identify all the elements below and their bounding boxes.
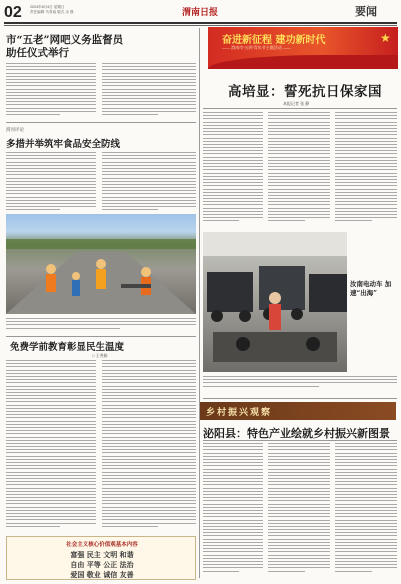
core-values-title: 社会主义核心价值观基本内容 xyxy=(66,542,138,548)
a4-headline: 泌阳县：特色产业绘就乡村振兴新图景 xyxy=(203,427,390,440)
divider xyxy=(6,122,196,123)
banner-title: 奋进新征程 建功新时代 xyxy=(222,35,326,46)
header-rule xyxy=(4,22,397,24)
village-section-banner xyxy=(200,402,396,420)
divider xyxy=(203,108,397,109)
divider xyxy=(6,336,196,337)
a4-body-col2 xyxy=(268,443,330,579)
banner-wave-decoration xyxy=(208,55,398,69)
a1-headline xyxy=(6,34,196,60)
road-photo-caption xyxy=(6,318,196,334)
a1-body-col1 xyxy=(6,63,96,119)
a2-body-col1 xyxy=(6,152,96,212)
core-values-line2: 自由 平等 公正 法治 xyxy=(70,560,134,569)
a1-body-col2 xyxy=(102,63,196,119)
main-byline: 本报记者 张 静 xyxy=(283,101,310,106)
core-values-line3: 爱国 敬业 诚信 友善 xyxy=(70,570,134,579)
main-body-col3 xyxy=(335,112,397,228)
a1-headline-line1: 市“五老”网吧义务监督员 xyxy=(6,34,124,46)
a4-body-col1 xyxy=(203,443,263,579)
section-title: 要闻 xyxy=(355,6,377,18)
divider xyxy=(203,440,397,441)
a3-byline: □ 王秀娟 xyxy=(92,353,108,358)
newspaper-logo: 渭南日报 xyxy=(182,8,219,18)
core-values-box xyxy=(6,536,196,580)
issue-meta xyxy=(30,5,80,15)
a2-body-col2 xyxy=(102,152,196,212)
page-number: 02 xyxy=(4,4,22,21)
factory-photo-caption: 汝南电动车 加速“出海” xyxy=(350,280,392,297)
a1-headline-line2: 助任仪式举行 xyxy=(6,47,69,59)
main-headline: 高培显：誓死抗日保家国 xyxy=(228,84,382,100)
issue-editor: 责任编辑 马青南 版式 余 强 xyxy=(30,10,74,14)
divider xyxy=(203,398,397,399)
factory-photo-note xyxy=(203,376,397,390)
a2-kicker: 渭河评论 xyxy=(6,127,24,132)
factory-illustration xyxy=(203,232,347,372)
a2-headline: 多措并举筑牢食品安全防线 xyxy=(6,139,121,150)
village-banner-title: 乡村振兴观察 xyxy=(206,408,273,418)
factory-photo xyxy=(203,232,347,372)
a3-body-col2 xyxy=(102,360,196,532)
a3-headline: 免费学前教育彰显民生温度 xyxy=(10,342,125,353)
main-body-col1 xyxy=(203,112,263,228)
header-rule-thin xyxy=(4,25,397,26)
column-divider xyxy=(199,28,200,578)
a3-body-col1 xyxy=(6,360,96,532)
a4-body-col3 xyxy=(335,443,397,579)
road-workers-photo xyxy=(6,214,196,314)
issue-date: 2024年8月4日 星期日 xyxy=(30,5,65,9)
core-values-line1: 富强 民主 文明 和谐 xyxy=(70,550,134,559)
banner-subtitle: —— 渭南市“五四”青年节主题活动 —— xyxy=(222,45,291,50)
road-workers-illustration xyxy=(6,214,196,314)
star-icon: ★ xyxy=(380,31,391,45)
main-body-col2 xyxy=(268,112,330,228)
top-banner xyxy=(208,27,398,69)
